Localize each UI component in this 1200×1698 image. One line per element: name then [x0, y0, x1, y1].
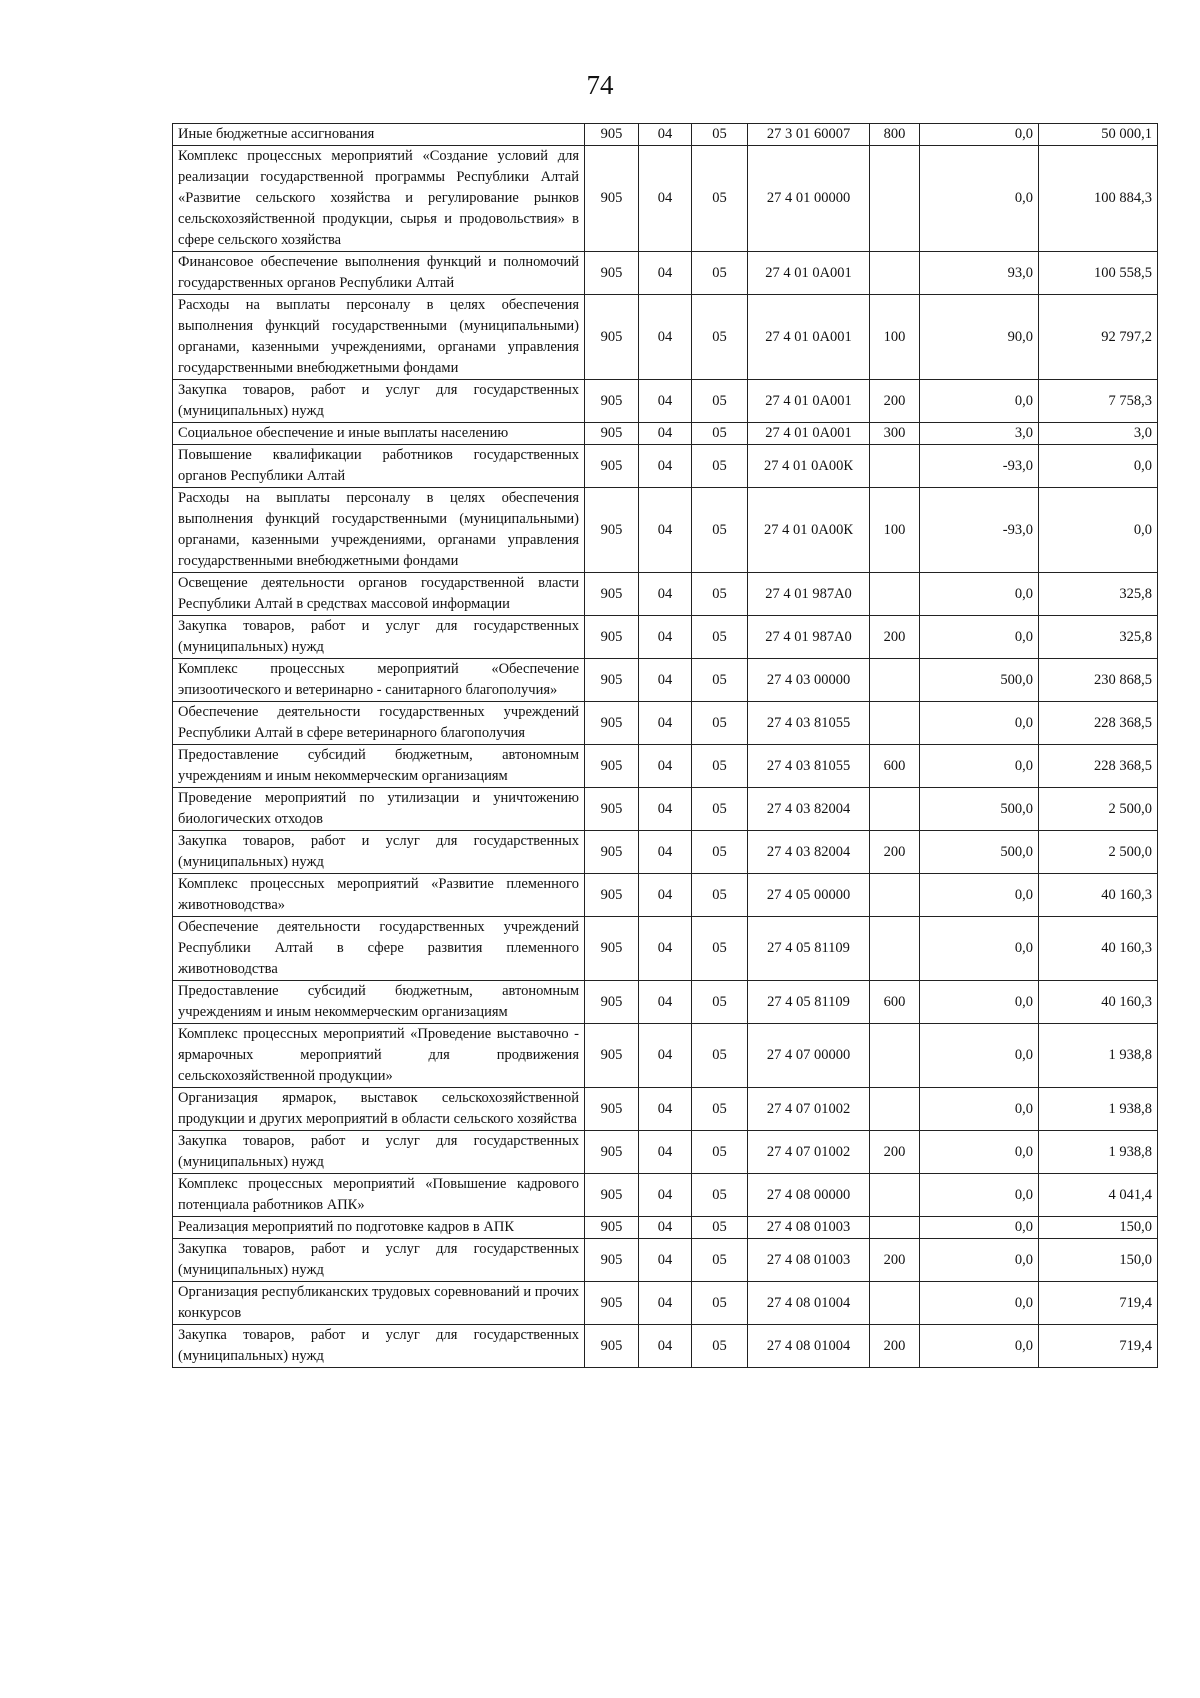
row-name-cell: Закупка товаров, работ и услуг для государственных (муниципальных) нужд — [173, 380, 585, 423]
table-row — [173, 616, 1158, 659]
change-amount-cell: 0,0 — [920, 124, 1039, 146]
target-article-cell: 27 4 03 81055 — [748, 702, 870, 745]
target-article-cell: 27 4 08 01003 — [748, 1217, 870, 1239]
total-amount-cell: 40 160,3 — [1039, 981, 1158, 1024]
total-amount-cell: 1 938,8 — [1039, 1131, 1158, 1174]
section-cell: 04 — [639, 423, 692, 445]
table-row — [173, 146, 1158, 252]
subsection-cell: 05 — [692, 745, 748, 788]
subsection-cell: 05 — [692, 1131, 748, 1174]
section-cell: 04 — [639, 616, 692, 659]
expense-type-cell: 600 — [870, 981, 920, 1024]
row-name-cell: Обеспечение деятельности государственных учреждений Республики Алтай в сфере развития племенного животноводства — [173, 917, 585, 981]
grbs-cell: 905 — [585, 573, 639, 616]
grbs-cell: 905 — [585, 616, 639, 659]
target-article-cell: 27 4 08 00000 — [748, 1174, 870, 1217]
subsection-cell: 05 — [692, 917, 748, 981]
grbs-cell: 905 — [585, 702, 639, 745]
total-amount-cell: 100 558,5 — [1039, 252, 1158, 295]
subsection-cell: 05 — [692, 1282, 748, 1325]
change-amount-cell: 500,0 — [920, 831, 1039, 874]
change-amount-cell: 500,0 — [920, 788, 1039, 831]
total-amount-cell: 2 500,0 — [1039, 788, 1158, 831]
expense-type-cell — [870, 917, 920, 981]
subsection-cell: 05 — [692, 295, 748, 380]
row-name-cell: Реализация мероприятий по подготовке кадров в АПК — [173, 1217, 585, 1239]
change-amount-cell: 0,0 — [920, 1325, 1039, 1368]
row-name-cell: Обеспечение деятельности государственных учреждений Республики Алтай в сфере ветеринарного благополучия — [173, 702, 585, 745]
total-amount-cell: 230 868,5 — [1039, 659, 1158, 702]
grbs-cell: 905 — [585, 788, 639, 831]
row-name-cell: Освещение деятельности органов государственной власти Республики Алтай в средствах массовой информации — [173, 573, 585, 616]
total-amount-cell: 40 160,3 — [1039, 874, 1158, 917]
budget-table — [172, 123, 1158, 1368]
expense-type-cell — [870, 1174, 920, 1217]
row-name-cell: Закупка товаров, работ и услуг для государственных (муниципальных) нужд — [173, 1239, 585, 1282]
row-name-cell: Закупка товаров, работ и услуг для государственных (муниципальных) нужд — [173, 831, 585, 874]
total-amount-cell: 150,0 — [1039, 1239, 1158, 1282]
row-name-cell: Закупка товаров, работ и услуг для государственных (муниципальных) нужд — [173, 1131, 585, 1174]
section-cell: 04 — [639, 1088, 692, 1131]
section-cell: 04 — [639, 702, 692, 745]
grbs-cell: 905 — [585, 146, 639, 252]
change-amount-cell: 0,0 — [920, 1131, 1039, 1174]
change-amount-cell: -93,0 — [920, 488, 1039, 573]
table-row — [173, 1174, 1158, 1217]
grbs-cell: 905 — [585, 1024, 639, 1088]
table-row — [173, 788, 1158, 831]
table-row — [173, 831, 1158, 874]
grbs-cell: 905 — [585, 1217, 639, 1239]
total-amount-cell: 0,0 — [1039, 488, 1158, 573]
section-cell: 04 — [639, 295, 692, 380]
target-article-cell: 27 4 03 00000 — [748, 659, 870, 702]
table-body — [173, 124, 1158, 1368]
table-row — [173, 702, 1158, 745]
table-row — [173, 917, 1158, 981]
expense-type-cell — [870, 659, 920, 702]
grbs-cell: 905 — [585, 295, 639, 380]
change-amount-cell: 0,0 — [920, 1217, 1039, 1239]
change-amount-cell: 0,0 — [920, 1024, 1039, 1088]
grbs-cell: 905 — [585, 488, 639, 573]
subsection-cell: 05 — [692, 1088, 748, 1131]
grbs-cell: 905 — [585, 745, 639, 788]
target-article-cell: 27 4 01 0А001 — [748, 295, 870, 380]
expense-type-cell: 100 — [870, 295, 920, 380]
section-cell: 04 — [639, 1282, 692, 1325]
total-amount-cell: 228 368,5 — [1039, 745, 1158, 788]
grbs-cell: 905 — [585, 252, 639, 295]
total-amount-cell: 719,4 — [1039, 1325, 1158, 1368]
grbs-cell: 905 — [585, 1282, 639, 1325]
expense-type-cell: 200 — [870, 380, 920, 423]
total-amount-cell: 1 938,8 — [1039, 1088, 1158, 1131]
subsection-cell: 05 — [692, 702, 748, 745]
table-row — [173, 1088, 1158, 1131]
target-article-cell: 27 4 03 82004 — [748, 788, 870, 831]
expense-type-cell: 200 — [870, 1325, 920, 1368]
table-row — [173, 124, 1158, 146]
subsection-cell: 05 — [692, 659, 748, 702]
total-amount-cell: 325,8 — [1039, 616, 1158, 659]
target-article-cell: 27 4 01 0А001 — [748, 252, 870, 295]
expense-type-cell — [870, 1024, 920, 1088]
target-article-cell: 27 4 05 81109 — [748, 981, 870, 1024]
grbs-cell: 905 — [585, 1131, 639, 1174]
total-amount-cell: 7 758,3 — [1039, 380, 1158, 423]
subsection-cell: 05 — [692, 1174, 748, 1217]
expense-type-cell: 100 — [870, 488, 920, 573]
target-article-cell: 27 4 07 01002 — [748, 1088, 870, 1131]
grbs-cell: 905 — [585, 1239, 639, 1282]
change-amount-cell: 0,0 — [920, 874, 1039, 917]
change-amount-cell: 90,0 — [920, 295, 1039, 380]
subsection-cell: 05 — [692, 1024, 748, 1088]
total-amount-cell: 2 500,0 — [1039, 831, 1158, 874]
subsection-cell: 05 — [692, 788, 748, 831]
grbs-cell: 905 — [585, 124, 639, 146]
subsection-cell: 05 — [692, 124, 748, 146]
section-cell: 04 — [639, 1174, 692, 1217]
row-name-cell: Организация ярмарок, выставок сельскохозяйственной продукции и других мероприятий в области сельского хозяйства — [173, 1088, 585, 1131]
table-row — [173, 252, 1158, 295]
target-article-cell: 27 4 08 01003 — [748, 1239, 870, 1282]
grbs-cell: 905 — [585, 874, 639, 917]
section-cell: 04 — [639, 1217, 692, 1239]
table-row — [173, 1024, 1158, 1088]
row-name-cell: Финансовое обеспечение выполнения функций и полномочий государственных органов Республики Алтай — [173, 252, 585, 295]
grbs-cell: 905 — [585, 1325, 639, 1368]
table-row — [173, 1282, 1158, 1325]
section-cell: 04 — [639, 488, 692, 573]
subsection-cell: 05 — [692, 488, 748, 573]
expense-type-cell: 200 — [870, 831, 920, 874]
expense-type-cell — [870, 702, 920, 745]
section-cell: 04 — [639, 445, 692, 488]
subsection-cell: 05 — [692, 380, 748, 423]
total-amount-cell: 100 884,3 — [1039, 146, 1158, 252]
subsection-cell: 05 — [692, 1217, 748, 1239]
section-cell: 04 — [639, 659, 692, 702]
target-article-cell: 27 4 03 81055 — [748, 745, 870, 788]
target-article-cell: 27 4 05 81109 — [748, 917, 870, 981]
change-amount-cell: 0,0 — [920, 1239, 1039, 1282]
expense-type-cell: 800 — [870, 124, 920, 146]
total-amount-cell: 50 000,1 — [1039, 124, 1158, 146]
table-row — [173, 874, 1158, 917]
grbs-cell: 905 — [585, 380, 639, 423]
subsection-cell: 05 — [692, 146, 748, 252]
table-row — [173, 488, 1158, 573]
subsection-cell: 05 — [692, 423, 748, 445]
subsection-cell: 05 — [692, 573, 748, 616]
table-row — [173, 573, 1158, 616]
row-name-cell: Организация республиканских трудовых соревнований и прочих конкурсов — [173, 1282, 585, 1325]
section-cell: 04 — [639, 1239, 692, 1282]
table-row — [173, 380, 1158, 423]
grbs-cell: 905 — [585, 917, 639, 981]
section-cell: 04 — [639, 745, 692, 788]
total-amount-cell: 92 797,2 — [1039, 295, 1158, 380]
target-article-cell: 27 4 03 82004 — [748, 831, 870, 874]
subsection-cell: 05 — [692, 874, 748, 917]
expense-type-cell — [870, 146, 920, 252]
section-cell: 04 — [639, 380, 692, 423]
section-cell: 04 — [639, 917, 692, 981]
subsection-cell: 05 — [692, 831, 748, 874]
expense-type-cell — [870, 252, 920, 295]
row-name-cell: Расходы на выплаты персоналу в целях обеспечения выполнения функций государственными (муниципальными) органами, казенными учреждениями, органами управления государственными внебюджетными фондами — [173, 488, 585, 573]
section-cell: 04 — [639, 1024, 692, 1088]
change-amount-cell: 0,0 — [920, 146, 1039, 252]
target-article-cell: 27 4 01 987А0 — [748, 616, 870, 659]
page-number: 74 — [586, 70, 614, 100]
total-amount-cell: 0,0 — [1039, 445, 1158, 488]
row-name-cell: Предоставление субсидий бюджетным, автономным учреждениям и иным некоммерческим организациям — [173, 981, 585, 1024]
table-row — [173, 659, 1158, 702]
row-name-cell: Закупка товаров, работ и услуг для государственных (муниципальных) нужд — [173, 616, 585, 659]
total-amount-cell: 325,8 — [1039, 573, 1158, 616]
table-row — [173, 295, 1158, 380]
table-row — [173, 445, 1158, 488]
expense-type-cell: 200 — [870, 1239, 920, 1282]
change-amount-cell: 3,0 — [920, 423, 1039, 445]
grbs-cell: 905 — [585, 445, 639, 488]
total-amount-cell: 719,4 — [1039, 1282, 1158, 1325]
total-amount-cell: 1 938,8 — [1039, 1024, 1158, 1088]
change-amount-cell: 0,0 — [920, 1282, 1039, 1325]
change-amount-cell: 0,0 — [920, 917, 1039, 981]
table-row — [173, 1325, 1158, 1368]
section-cell: 04 — [639, 1131, 692, 1174]
target-article-cell: 27 4 01 0А001 — [748, 380, 870, 423]
target-article-cell: 27 4 01 0А00К — [748, 445, 870, 488]
target-article-cell: 27 4 08 01004 — [748, 1325, 870, 1368]
total-amount-cell: 3,0 — [1039, 423, 1158, 445]
subsection-cell: 05 — [692, 1325, 748, 1368]
change-amount-cell: 0,0 — [920, 981, 1039, 1024]
change-amount-cell: -93,0 — [920, 445, 1039, 488]
table-row — [173, 745, 1158, 788]
table-row — [173, 1131, 1158, 1174]
table-row — [173, 1217, 1158, 1239]
expense-type-cell — [870, 573, 920, 616]
subsection-cell: 05 — [692, 445, 748, 488]
total-amount-cell: 40 160,3 — [1039, 917, 1158, 981]
expense-type-cell — [870, 1217, 920, 1239]
section-cell: 04 — [639, 981, 692, 1024]
expense-type-cell: 600 — [870, 745, 920, 788]
row-name-cell: Предоставление субсидий бюджетным, автономным учреждениям и иным некоммерческим организациям — [173, 745, 585, 788]
subsection-cell: 05 — [692, 616, 748, 659]
grbs-cell: 905 — [585, 659, 639, 702]
target-article-cell: 27 4 01 0А00К — [748, 488, 870, 573]
section-cell: 04 — [639, 1325, 692, 1368]
target-article-cell: 27 4 01 0А001 — [748, 423, 870, 445]
target-article-cell: 27 4 07 01002 — [748, 1131, 870, 1174]
target-article-cell: 27 4 01 00000 — [748, 146, 870, 252]
row-name-cell: Закупка товаров, работ и услуг для государственных (муниципальных) нужд — [173, 1325, 585, 1368]
table-row — [173, 423, 1158, 445]
table-row — [173, 1239, 1158, 1282]
grbs-cell: 905 — [585, 831, 639, 874]
change-amount-cell: 500,0 — [920, 659, 1039, 702]
row-name-cell: Комплекс процессных мероприятий «Обеспечение эпизоотического и ветеринарно - санитарного благополучия» — [173, 659, 585, 702]
section-cell: 04 — [639, 573, 692, 616]
grbs-cell: 905 — [585, 1088, 639, 1131]
section-cell: 04 — [639, 124, 692, 146]
expense-type-cell: 300 — [870, 423, 920, 445]
section-cell: 04 — [639, 252, 692, 295]
change-amount-cell: 0,0 — [920, 1174, 1039, 1217]
section-cell: 04 — [639, 874, 692, 917]
expense-type-cell: 200 — [870, 1131, 920, 1174]
row-name-cell: Проведение мероприятий по утилизации и уничтожению биологических отходов — [173, 788, 585, 831]
row-name-cell: Социальное обеспечение и иные выплаты населению — [173, 423, 585, 445]
row-name-cell: Комплекс процессных мероприятий «Развитие племенного животноводства» — [173, 874, 585, 917]
change-amount-cell: 93,0 — [920, 252, 1039, 295]
total-amount-cell: 150,0 — [1039, 1217, 1158, 1239]
grbs-cell: 905 — [585, 423, 639, 445]
row-name-cell: Повышение квалификации работников государственных органов Республики Алтай — [173, 445, 585, 488]
row-name-cell: Комплекс процессных мероприятий «Повышение кадрового потенциала работников АПК» — [173, 1174, 585, 1217]
change-amount-cell: 0,0 — [920, 1088, 1039, 1131]
subsection-cell: 05 — [692, 1239, 748, 1282]
grbs-cell: 905 — [585, 1174, 639, 1217]
expense-type-cell — [870, 788, 920, 831]
target-article-cell: 27 4 07 00000 — [748, 1024, 870, 1088]
target-article-cell: 27 4 05 00000 — [748, 874, 870, 917]
row-name-cell: Комплекс процессных мероприятий «Проведение выставочно - ярмарочных мероприятий для продвижения сельскохозяйственной продукции» — [173, 1024, 585, 1088]
change-amount-cell: 0,0 — [920, 616, 1039, 659]
subsection-cell: 05 — [692, 981, 748, 1024]
row-name-cell: Иные бюджетные ассигнования — [173, 124, 585, 146]
change-amount-cell: 0,0 — [920, 380, 1039, 423]
section-cell: 04 — [639, 831, 692, 874]
expense-type-cell — [870, 1088, 920, 1131]
section-cell: 04 — [639, 146, 692, 252]
expense-type-cell — [870, 874, 920, 917]
expense-type-cell: 200 — [870, 616, 920, 659]
target-article-cell: 27 4 01 987А0 — [748, 573, 870, 616]
target-article-cell: 27 3 01 60007 — [748, 124, 870, 146]
row-name-cell: Расходы на выплаты персоналу в целях обеспечения выполнения функций государственными (муниципальными) органами, казенными учреждениями, органами управления государственными внебюджетными фондами — [173, 295, 585, 380]
change-amount-cell: 0,0 — [920, 745, 1039, 788]
change-amount-cell: 0,0 — [920, 702, 1039, 745]
total-amount-cell: 4 041,4 — [1039, 1174, 1158, 1217]
total-amount-cell: 228 368,5 — [1039, 702, 1158, 745]
section-cell: 04 — [639, 788, 692, 831]
subsection-cell: 05 — [692, 252, 748, 295]
target-article-cell: 27 4 08 01004 — [748, 1282, 870, 1325]
expense-type-cell — [870, 1282, 920, 1325]
grbs-cell: 905 — [585, 981, 639, 1024]
table-row — [173, 981, 1158, 1024]
change-amount-cell: 0,0 — [920, 573, 1039, 616]
row-name-cell: Комплекс процессных мероприятий «Создание условий для реализации государственной программы Республики Алтай «Развитие сельского хозяйства и регулирование рынков сельскохозяйственной продукции, сырья и продовольствия» в сфере сельского хозяйства — [173, 146, 585, 252]
expense-type-cell — [870, 445, 920, 488]
